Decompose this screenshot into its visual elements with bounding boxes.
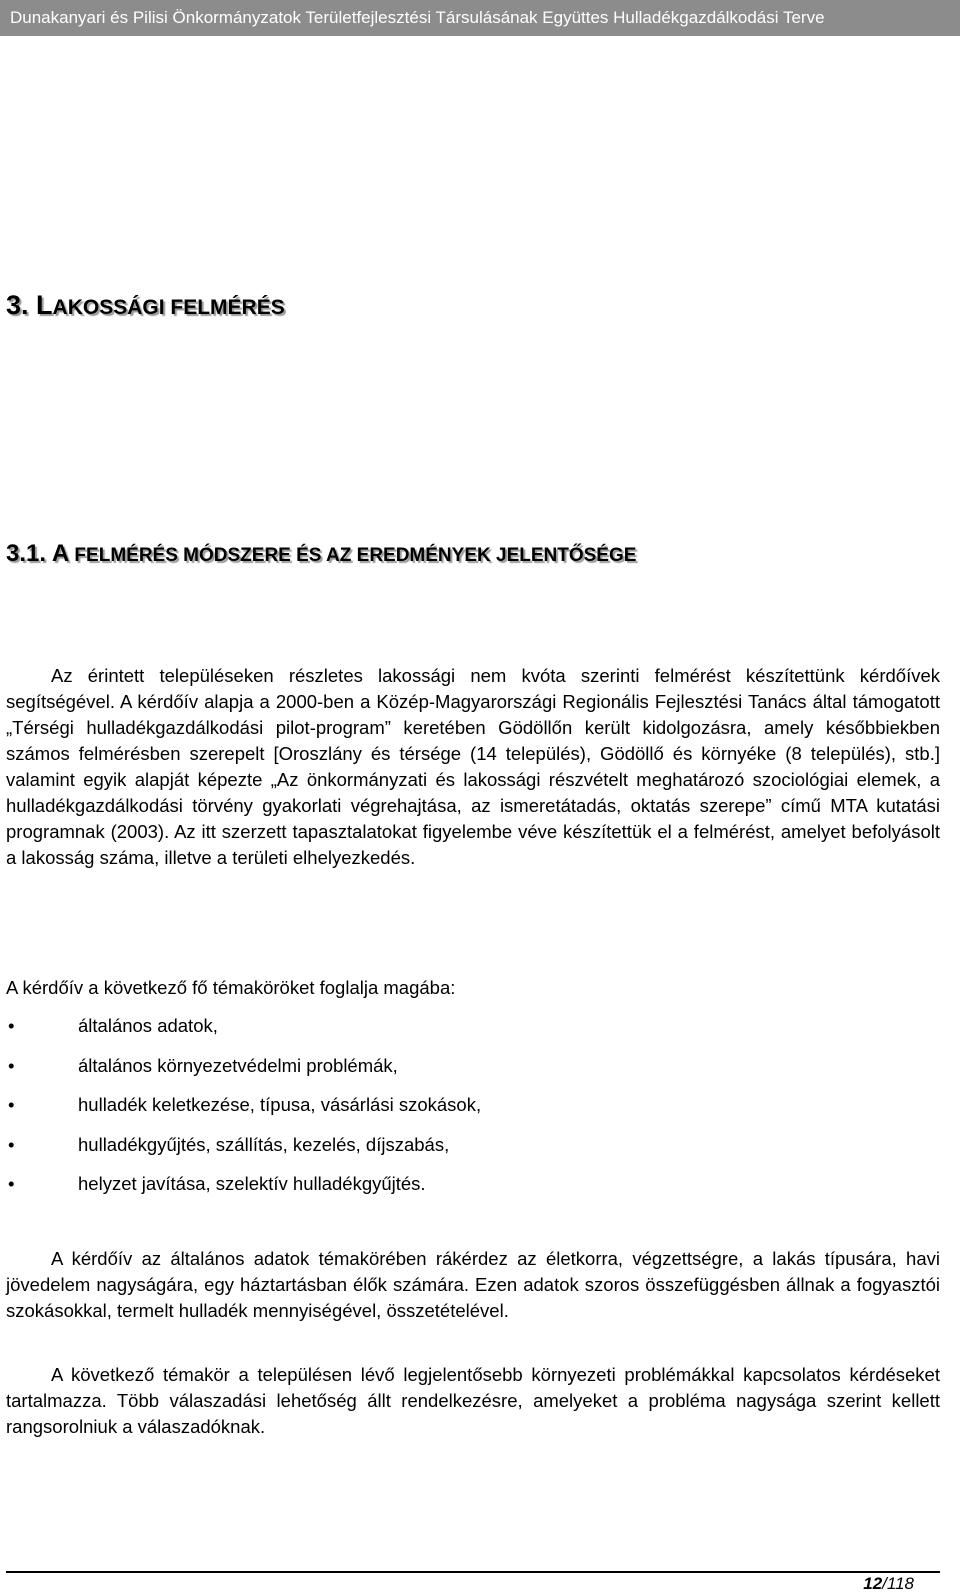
section-title-rest: FELMÉRÉS MÓDSZERE ÉS AZ EREDMÉNYEK JELENTŐSÉGE — [69, 545, 637, 566]
section-title-initial: A — [51, 540, 70, 567]
list-item-text: hulladékgyűjtés, szállítás, kezelés, díjszabás, — [78, 1133, 450, 1155]
chapter-number: 3. — [6, 290, 29, 320]
list-item — [6, 1053, 936, 1093]
intro-paragraph: Az érintett településeken részletes lakossági nem kvóta szerinti felmérést készítettünk kérdőívek segítségével. A kérdőív alapja a 2000-ben a Közép-Magyarországi Regionális Fejlesztési Tanács által támogatott „Térségi hulladékgazdálkodási pilot-program” keretében Gödöllőn került kidolgozásra, amely későbbiekben számos felmérésben szerepelt [Oroszlány és térsége (14 település), Gödöllő és környéke (8 település), stb.] valamint egyik alapját képezte „Az önkormányzati és lakossági részvételt meghatározó szociológiai elemek, a hulladékgazdálkodási törvény gyakorlati végrehajtása, az ismeretátadás, oktatás szerepe” című MTA kutatási programnak (2003). Az itt szerzett tapasztalatokat figyelembe véve készítettük el a felmérést, amelyet befolyásolt a lakosság száma, illetve a területi elhelyezkedés. — [6, 665, 940, 868]
list-item — [6, 1171, 936, 1211]
list-item-text: általános adatok, — [78, 1015, 218, 1036]
list-item — [6, 1013, 936, 1053]
list-item-text: hulladék keletkezése, típusa, vásárlási szokások, — [78, 1094, 482, 1115]
bullet-icon: • — [8, 1133, 15, 1155]
bullet-icon: • — [8, 1094, 15, 1115]
page-number — [863, 1574, 914, 1594]
topics-list — [6, 1013, 936, 1211]
list-item — [6, 1132, 936, 1172]
page-current: 12 — [863, 1574, 883, 1593]
chapter-title-initial: L — [36, 290, 53, 320]
environment-problems-paragraph: A következő témakör a településen lévő legjelentősebb környezeti problémákkal kapcsolatos kérdéseket tartalmazza. Több válaszadási lehetőség állt rendelkezésre, amelyeket a probléma nagysága szerint kellett rangsorolniuk a válaszadóknak. — [6, 1364, 940, 1437]
section-heading — [6, 540, 636, 568]
running-header — [0, 0, 960, 36]
list-item-text: helyzet javítása, szelektív hulladékgyűjtés. — [78, 1173, 426, 1194]
section-number: 3.1. — [6, 540, 47, 567]
chapter-title-rest: AKOSSÁGI FELMÉRÉS — [52, 296, 285, 319]
footer-divider — [6, 1571, 940, 1573]
bullet-icon: • — [8, 1173, 15, 1194]
chapter-heading — [6, 290, 285, 321]
list-item-text: általános környezetvédelmi problémák, — [78, 1054, 398, 1076]
bullet-icon: • — [8, 1015, 15, 1036]
general-data-paragraph: A kérdőív az általános adatok témakörében rákérdez az életkorra, végzettségre, a lakás típusára, havi jövedelem nagyságára, egy háztartásban élők számára. Ezen adatok szoros összefüggésben állnak a fogyasztói szokásokkal, termelt hulladék mennyiségével, összetételével. — [6, 1248, 940, 1321]
document-title: Dunakanyari és Pilisi Önkormányzatok Területfejlesztési Társulásának Együttes Hulladékgazdálkodási Terve — [10, 8, 825, 27]
bullet-icon: • — [8, 1054, 15, 1076]
list-item — [6, 1092, 936, 1132]
topics-intro-paragraph: A kérdőív a következő fő témaköröket foglalja magába: — [6, 977, 456, 998]
page-total: /118 — [882, 1574, 914, 1593]
